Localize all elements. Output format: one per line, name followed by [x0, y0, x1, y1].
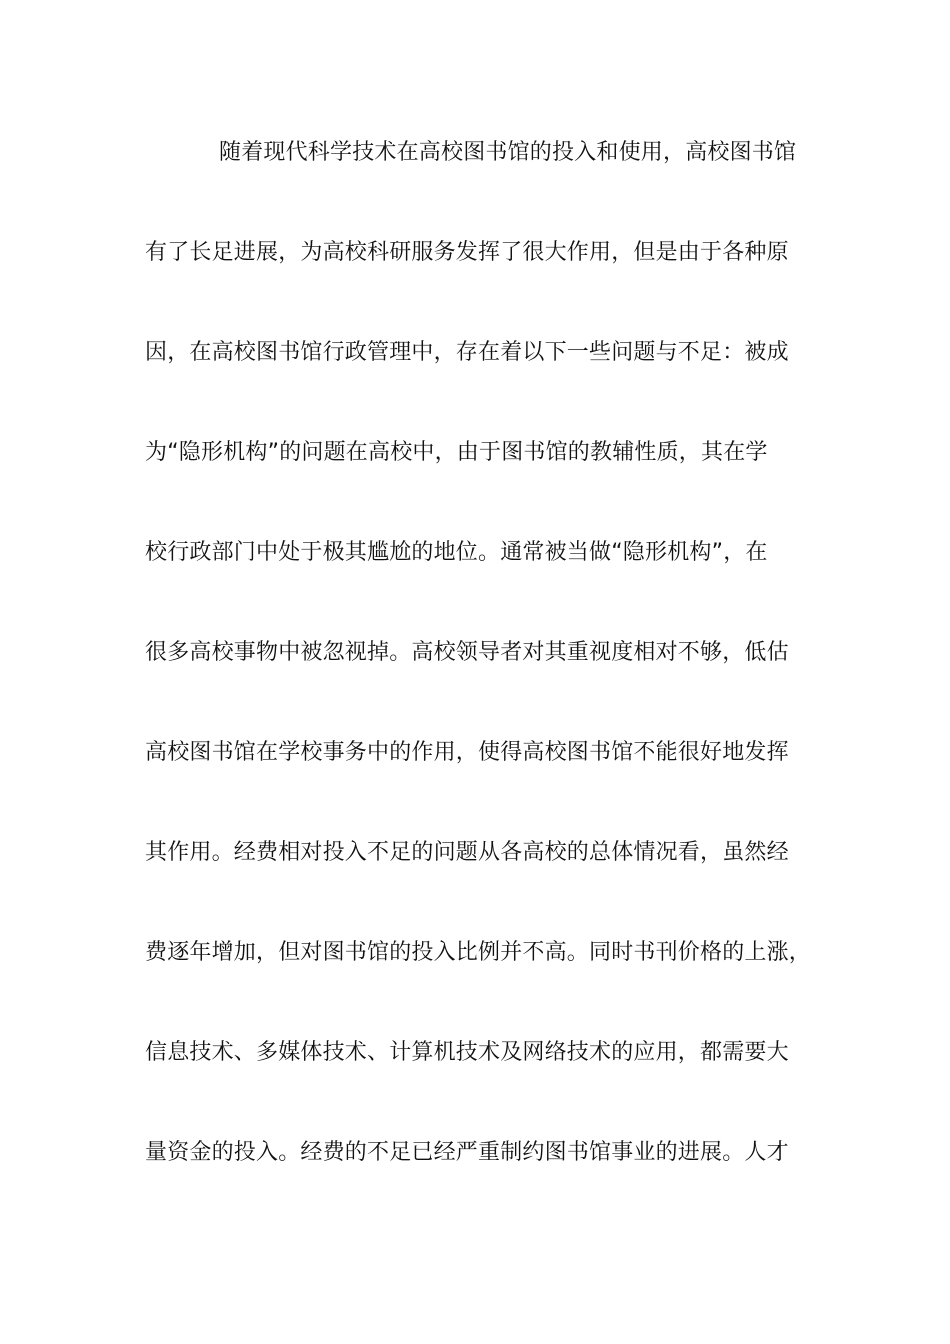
text-line: 有了长足进展，为高校科研服务发挥了很大作用，但是由于各种原	[145, 240, 789, 265]
text-line: 其作用。经费相对投入不足的问题从各高校的总体情况看，虽然经	[145, 840, 789, 865]
text-line: 量资金的投入。经费的不足已经严重制约图书馆事业的进展。人才	[145, 1140, 789, 1165]
text-line: 很多高校事物中被忽视掉。高校领导者对其重视度相对不够，低估	[145, 640, 789, 665]
body-paragraph	[145, 128, 825, 1228]
text-line: 信息技术、多媒体技术、计算机技术及网络技术的应用，都需要大	[145, 1040, 789, 1065]
text-line: 费逐年增加，但对图书馆的投入比例并不高。同时书刊价格的上涨，	[145, 940, 812, 965]
text-line: 为“隐形机构”的问题在高校中，由于图书馆的教辅性质，其在学	[145, 440, 768, 465]
text-line: 高校图书馆在学校事务中的作用，使得高校图书馆不能很好地发挥	[145, 740, 789, 765]
text-line: 校行政部门中处于极其尴尬的地位。通常被当做“隐形机构”，在	[145, 540, 768, 565]
text-line: 随着现代科学技术在高校图书馆的投入和使用，高校图书馆	[219, 140, 797, 165]
text-line: 因，在高校图书馆行政管理中，存在着以下一些问题与不足：被成	[145, 340, 789, 365]
